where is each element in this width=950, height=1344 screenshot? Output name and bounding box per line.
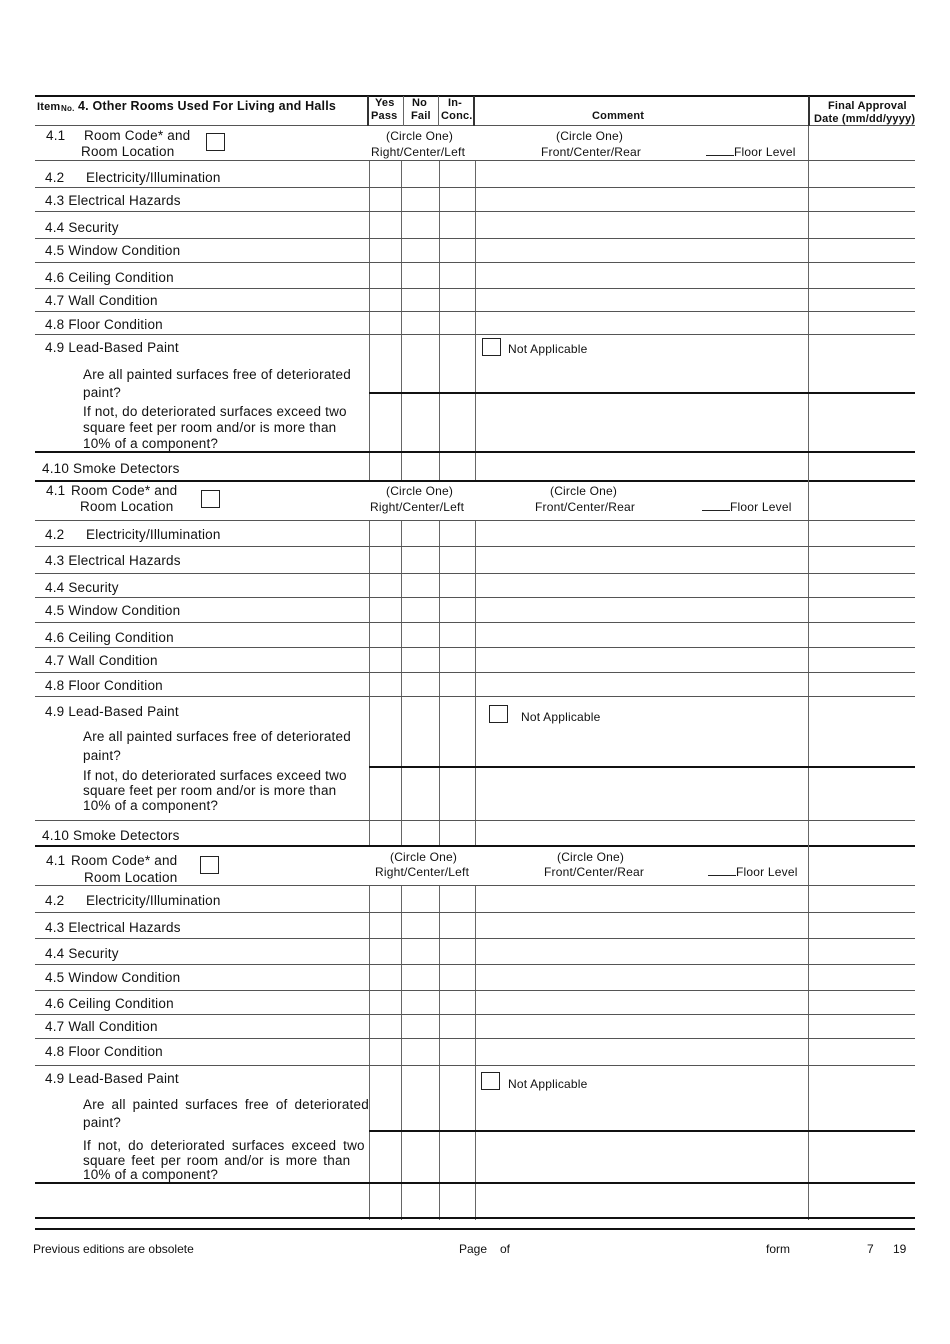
approval-header: Final Approval [828,100,907,112]
item-4-5-label: 4.5 Window Condition [45,243,181,258]
lead-question-2: If not, do deteriorated surfaces exceed two [83,1138,365,1153]
inconc-header-2: Conc. [441,110,473,122]
item-4-4-label: 4.4 Security [45,580,119,595]
lead-question-1: Are all painted surfaces free of deteriorated [83,729,351,744]
page-of-label: of [500,1242,511,1256]
item-4-10-label: 4.10 Smoke Detectors [42,828,180,843]
item-4-7-label: 4.7 Wall Condition [45,1019,158,1034]
form-number-a: 7 [867,1242,874,1256]
room-code-label: Room Code* and [71,483,178,498]
room-location-label: Room Location [81,144,175,159]
not-applicable-checkbox[interactable] [481,1072,500,1090]
item-4-6-label: 4.6 Ceiling Condition [45,270,174,285]
page-label: Page [459,1242,488,1256]
front-center-rear-label: Front/Center/Rear [541,145,642,159]
room-location-label: Room Location [80,499,174,514]
item-4-9-label: 4.9 Lead-Based Paint [45,704,179,719]
right-center-left-label: Right/Center/Left [371,145,466,159]
not-applicable-label: Not Applicable [508,342,588,356]
section-title: 4. Other Rooms Used For Living and Halls [78,99,337,113]
item-no-label: No. [61,104,75,113]
right-center-left-label: Right/Center/Left [370,500,465,514]
yes-header: Yes [375,97,395,109]
pass-header: Pass [371,110,398,122]
item-4-6-label: 4.6 Ceiling Condition [45,996,174,1011]
circle-one-label-2: (Circle One) [550,484,618,498]
lead-question-2c: 10% of a component? [83,1167,219,1182]
item-4-5-label: 4.5 Window Condition [45,603,181,618]
circle-one-label-2: (Circle One) [557,850,625,864]
room-code-checkbox[interactable] [206,133,225,151]
comment-header: Comment [592,110,645,122]
item-4-7-label: 4.7 Wall Condition [45,293,158,308]
lead-question-1b: paint? [83,385,121,400]
right-center-left-label: Right/Center/Left [375,865,470,879]
obsolete-notice: Previous editions are obsolete [33,1242,194,1256]
room-code-label: Room Code* and [84,128,191,143]
front-center-rear-label: Front/Center/Rear [535,500,636,514]
inconc-header: In- [448,97,463,109]
item-4-9-label: 4.9 Lead-Based Paint [45,1071,179,1086]
room-code-num: 4.1 [46,483,66,498]
item-4-8-label: 4.8 Floor Condition [45,678,163,693]
circle-one-label: (Circle One) [390,850,458,864]
item-4-2-label: Electricity/Illumination [86,170,221,185]
form-label: form [766,1242,790,1256]
room-code-label: Room Code* and [71,853,178,868]
item-4-7-label: 4.7 Wall Condition [45,653,158,668]
lead-question-2c: 10% of a component? [83,798,219,813]
item-4-2-num: 4.2 [45,170,65,185]
approval-date-header: Date (mm/dd/yyyy) [814,113,916,125]
item-4-8-label: 4.8 Floor Condition [45,1044,163,1059]
circle-one-label: (Circle One) [386,129,454,143]
item-4-2-label: Electricity/Illumination [86,527,221,542]
item-4-5-label: 4.5 Window Condition [45,970,181,985]
item-4-9-label: 4.9 Lead-Based Paint [45,340,179,355]
room-code-checkbox[interactable] [201,490,220,508]
item-4-2-num: 4.2 [45,527,65,542]
item-4-3-label: 4.3 Electrical Hazards [45,193,181,208]
not-applicable-checkbox[interactable] [489,705,508,723]
lead-question-2: If not, do deteriorated surfaces exceed two [83,768,347,783]
floor-level-label: Floor Level [706,145,796,159]
not-applicable-label: Not Applicable [508,1077,588,1091]
item-4-2-num: 4.2 [45,893,65,908]
lead-question-2b: square feet per room and/or is more than [83,420,337,435]
lead-question-2c: 10% of a component? [83,436,219,451]
no-header: No [412,97,428,109]
lead-question-1: Are all painted surfaces free of deteriorated [83,367,351,382]
item-4-6-label: 4.6 Ceiling Condition [45,630,174,645]
circle-one-label: (Circle One) [386,484,454,498]
floor-level-label: Floor Level [708,865,798,879]
item-4-3-label: 4.3 Electrical Hazards [45,920,181,935]
item-4-4-label: 4.4 Security [45,946,119,961]
not-applicable-checkbox[interactable] [482,338,501,356]
room-code-num: 4.1 [46,853,66,868]
room-code-num: 4.1 [46,128,66,143]
item-4-4-label: 4.4 Security [45,220,119,235]
lead-question-1: Are all painted surfaces free of deteriorated [83,1097,369,1112]
lead-question-2: If not, do deteriorated surfaces exceed two [83,404,347,419]
lead-question-2b: square feet per room and/or is more than [83,783,337,798]
floor-level-label: Floor Level [702,500,792,514]
lead-question-1b: paint? [83,748,121,763]
item-4-2-label: Electricity/Illumination [86,893,221,908]
item-label: Item [37,101,61,113]
room-code-checkbox[interactable] [200,856,219,874]
item-4-8-label: 4.8 Floor Condition [45,317,163,332]
lead-question-1b: paint? [83,1115,121,1130]
item-4-10-label: 4.10 Smoke Detectors [42,461,180,476]
room-location-label: Room Location [84,870,178,885]
circle-one-label-2: (Circle One) [556,129,624,143]
not-applicable-label: Not Applicable [521,710,601,724]
form-number-b: 19 [893,1242,907,1256]
fail-header: Fail [411,110,431,122]
lead-question-2b: square feet per room and/or is more than [83,1153,351,1168]
front-center-rear-label: Front/Center/Rear [544,865,645,879]
item-4-3-label: 4.3 Electrical Hazards [45,553,181,568]
